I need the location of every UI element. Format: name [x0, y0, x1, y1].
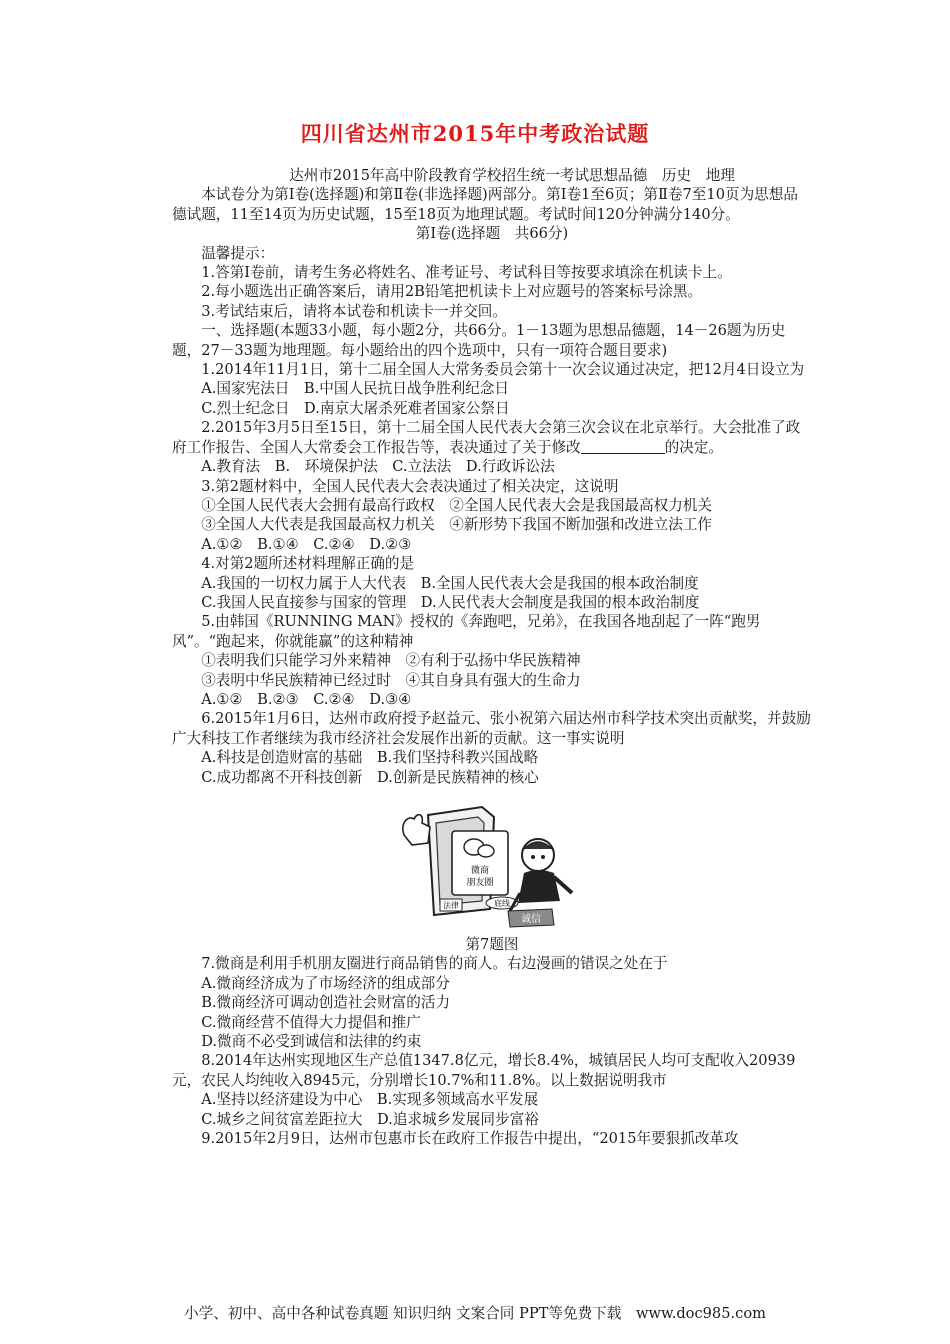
question-1-options-cd: C.烈士纪念日 D.南京大屠杀死难者国家公祭日	[201, 399, 510, 417]
page-title: 四川省达州市2015年中考政治试题	[300, 121, 650, 146]
label-moments: 朋友圈	[466, 878, 494, 888]
question-4-options-cd: C.我国人民直接参与国家的管理 D.人民代表大会制度是我国的根本政治制度	[201, 593, 700, 611]
question-5-stem: 5.由韩国《RUNNING MAN》授权的《奔跑吧，兄弟》，在我国各地刮起了一阵“跑男风”。“跑起来，你就能赢”的这种精神	[172, 613, 761, 650]
question-3-options: A.①② B.①④ C.②④ D.②③	[201, 535, 412, 553]
tips-title: 温馨提示：	[201, 244, 275, 262]
question-7-cartoon	[172, 793, 812, 933]
answer-blank	[581, 439, 665, 454]
question-7-option-c: C.微商经营不值得大力提倡和推广	[201, 1013, 421, 1031]
cartoon-illustration	[390, 793, 590, 931]
question-3-statements-34: ③全国人大代表是我国最高权力机关 ④新形势下我国不断加强和改进立法工作	[201, 516, 712, 534]
question-7-option-a: A.微商经济成为了市场经济的组成部分	[201, 974, 450, 992]
question-2-options: A.教育法 B. 环境保护法 C.立法法 D.行政诉讼法	[201, 458, 555, 476]
question-5-statements-12: ①表明我们只能学习外来精神 ②有利于弘扬中华民族精神	[201, 652, 581, 670]
tip-item: 1.答第Ⅰ卷前，请考生务必将姓名、准考证号、考试科目等按要求填涂在机读卡上。	[201, 264, 732, 282]
question-6-options-cd: C.成功都离不开科技创新 D.创新是民族精神的核心	[201, 768, 539, 786]
question-7-option-d: D.微商不必受到诚信和法律的约束	[201, 1033, 422, 1051]
question-9-stem: 9.2015年2月9日，达州市包惠市长在政府工作报告中提出，“2015年要狠抓改革攻	[201, 1130, 739, 1148]
question-8-stem: 8.2014年达州实现地区生产总值1347.8亿元，增长8.4%，城镇居民人均可支配收入20939元，农民人均纯收入8945元，分别增长10.7%和11.8%。以上数据说明我市	[172, 1052, 796, 1089]
question-3-statements-12: ①全国人民代表大会拥有最高行政权 ②全国人民代表大会是我国最高权力机关	[201, 496, 712, 514]
question-2-stem: 2.2015年3月5日至15日，第十二届全国人民代表大会第三次会议在北京举行。大会批准了政府工作报告、全国人大常委会工作报告等，表决通过了关于修改 的决定。	[172, 419, 801, 456]
label-wechat: 微商	[470, 866, 490, 876]
question-8-options-ab: A.坚持以经济建设为中心 B.实现多领域高水平发展	[201, 1091, 539, 1109]
tip-item: 3.考试结束后，请将本试卷和机读卡一并交回。	[201, 302, 507, 320]
label-integrity: 诚信	[521, 914, 541, 925]
question-8-options-cd: C.城乡之间贫富差距拉大 D.追求城乡发展同步富裕	[201, 1110, 539, 1128]
question-6-options-ab: A.科技是创造财富的基础 B.我们坚持科教兴国战略	[201, 749, 539, 767]
question-5-statements-34: ③表明中华民族精神已经过时 ④其自身具有强大的生命力	[201, 671, 581, 689]
question-4-stem: 4.对第2题所述材料理解正确的是	[201, 555, 415, 573]
question-3-stem: 3.第2题材料中，全国人民代表大会表决通过了相关决定，这说明	[201, 477, 619, 495]
question-7-stem: 7.微商是利用手机朋友圈进行商品销售的商人。右边漫画的错误之处在于	[201, 955, 668, 973]
label-law: 法律	[443, 901, 459, 910]
question-5-options: A.①② B.②③ C.②④ D.③④	[201, 690, 412, 708]
figure-caption: 第7题图	[465, 936, 519, 953]
question-6-stem: 6.2015年1月6日，达州市政府授予赵益元、张小祝第六届达州市科学技术突出贡献奖，并鼓励广大科技工作者继续为我市经济社会发展作出新的贡献。这一事实说明	[172, 710, 811, 747]
section-title: 第Ⅰ卷(选择题 共66分)	[415, 225, 569, 243]
tip-item: 2.每小题选出正确答案后，请用2B铅笔把机读卡上对应题号的答案标号涂黑。	[201, 283, 703, 301]
page-footer: 小学、初中、高中各种试卷真题 知识归纳 文案合同 PPT等免费下载 www.doc985.com	[184, 1305, 766, 1322]
intro-paragraph: 本试卷分为第Ⅰ卷(选择题)和第Ⅱ卷(非选择题)两部分。第Ⅰ卷1至6页；第Ⅱ卷7至10页为思想品德试题，11至14页为历史试题，15至18页为地理试题。考试时间120分钟满分140分。	[172, 186, 798, 223]
part-one-instructions: 一、选择题(本题33小题，每小题2分，共66分。1－13题为思想品德题，14－26题为历史题，27－33题为地理题。每小题给出的四个选项中，只有一项符合题目要求)	[172, 322, 786, 359]
question-4-options-ab: A.我国的一切权力属于人大代表 B.全国人民代表大会是我国的根本政治制度	[201, 574, 699, 592]
label-bottom-line: 底线	[494, 899, 510, 908]
question-1-options-ab: A.国家宪法日 B.中国人民抗日战争胜利纪念日	[201, 380, 510, 398]
question-7-option-b: B.微商经济可调动创造社会财富的活力	[201, 994, 451, 1012]
document-body	[172, 166, 812, 1148]
question-1-stem: 1.2014年11月1日，第十二届全国人大常务委员会第十一次会议通过决定，把12月4日设立为	[201, 361, 805, 379]
exam-header-line: 达州市2015年高中阶段教育学校招生统一考试思想品德 历史 地理	[289, 167, 735, 184]
